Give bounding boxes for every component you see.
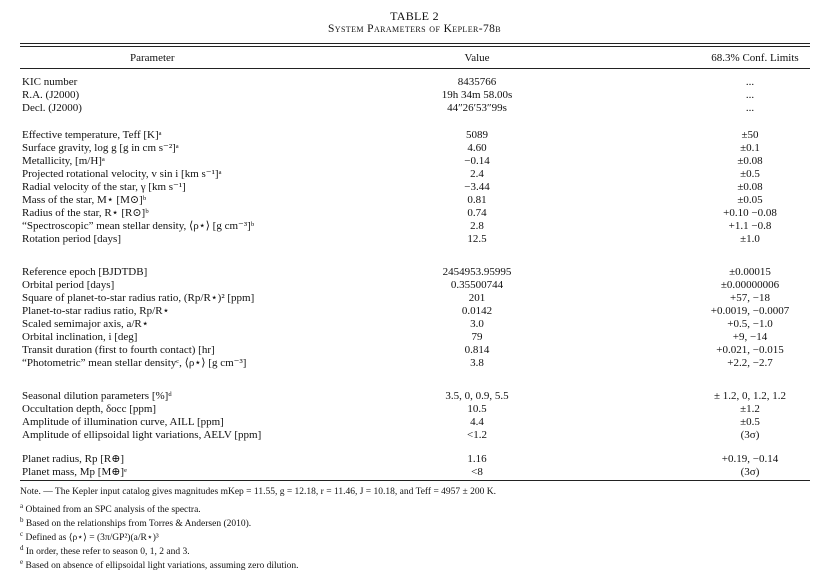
footnote-a: $^a$ Obtained from an SPC analysis of the spectra. [20,502,201,516]
table-row [0,168,829,181]
value-cell: 2.4 [470,168,484,180]
value-cell: 0.0142 [461,305,493,317]
param-cell: Projected rotational velocity, v sin i [km s⁻¹]ᵃ [22,168,222,180]
table-row [0,305,829,318]
value-cell: 10.5 [467,403,487,415]
conf-cell: ±0.05 [737,194,763,206]
param-cell: Transit duration (first to fourth contact) [hr] [22,344,215,356]
value-cell: <1.2 [467,429,487,441]
value-cell: 2454953.95995 [442,266,512,278]
value-cell: 3.8 [470,357,484,369]
table-row [0,102,829,115]
param-cell: Radial velocity of the star, γ [km s⁻¹] [22,181,186,193]
conf-cell: (3σ) [740,429,760,441]
conf-cell: +57, −18 [730,292,770,304]
param-cell: Reference epoch [BJDTDB] [22,266,148,278]
value-cell: 79 [471,331,483,343]
conf-cell: ±50 [741,129,759,141]
param-cell: Radius of the star, R⋆ [R⊙]ᵇ [22,207,149,219]
conf-cell: +9, −14 [732,331,768,343]
param-cell: Occultation depth, δocc [ppm] [22,403,157,415]
param-cell: Orbital period [days] [22,279,115,291]
param-cell: Planet mass, Mp [M⊕]ᵉ [22,466,127,478]
table-row [0,181,829,194]
param-cell: Scaled semimajor axis, a/R⋆ [22,318,149,330]
table-row [0,129,829,142]
param-cell: Metallicity, [m/H]ᵃ [22,155,105,167]
conf-cell: ±1.0 [740,233,760,245]
table-subtitle: System Parameters of Kepler-78b [327,23,502,35]
table-row [0,453,829,466]
conf-cell: ±0.08 [737,181,763,193]
header-parameter: Parameter [130,52,175,64]
param-cell: Amplitude of illumination curve, AILL [ppm] [22,416,224,428]
conf-cell: ±1.2 [740,403,760,415]
param-cell: “Photometric” mean stellar densityᶜ, ⟨ρ⋆⟩ [g cm⁻³] [22,357,247,369]
header-conf-limits: 68.3% Conf. Limits [711,52,799,64]
table-row [0,466,829,479]
value-cell: 0.35500744 [450,279,504,291]
param-cell: Mass of the star, M⋆ [M⊙]ᵇ [22,194,147,206]
table-row [0,76,829,89]
conf-cell: ±0.08 [737,155,763,167]
footnote-c: $^c$ Defined as ⟨ρ⋆⟩ = (3π/GP²)(a/R⋆)³ [20,530,159,544]
conf-cell: +1.1 −0.8 [728,220,772,232]
top-rule [20,43,810,44]
table-note: Note. — The Kepler input catalog gives magnitudes mKep = 11.55, g = 12.18, r = 11.46, J = 10.18, and Teff = 4957 ± 200 K. [20,487,497,497]
table-row [0,142,829,155]
value-cell: 12.5 [467,233,487,245]
value-cell: 44″26′53″99s [447,102,507,114]
value-cell: <8 [471,466,483,478]
conf-cell: +0.10 −0.08 [723,207,777,219]
table-row [0,292,829,305]
value-cell: 4.60 [467,142,487,154]
table-row [0,390,829,403]
header-value: Value [464,52,490,64]
table-row [0,155,829,168]
param-cell: Planet radius, Rp [R⊕] [22,453,125,465]
table-row [0,279,829,292]
table-title: TABLE 2 [390,9,439,23]
table-row [0,233,829,246]
header-rule [20,68,810,69]
conf-cell: ±0.00000006 [720,279,780,291]
param-cell: Surface gravity, log g [g in cm s⁻²]ᵃ [22,142,179,154]
value-cell: 8435766 [457,76,497,88]
table-row [0,194,829,207]
conf-cell: ... [745,89,755,101]
conf-cell: +0.5, −1.0 [727,318,773,330]
param-cell: KIC number [22,76,78,88]
value-cell: 2.8 [470,220,484,232]
value-cell: 19h 34m 58.00s [441,89,513,101]
param-cell: Planet-to-star radius ratio, Rp/R⋆ [22,305,170,317]
conf-cell: (3σ) [740,466,760,478]
footnote-e: $^e$ Based on absence of ellipsoidal light variations, assuming zero dilution. [20,558,299,572]
conf-cell: ... [745,76,755,88]
table-row [0,331,829,344]
value-cell: 1.16 [467,453,487,465]
conf-cell: ± 1.2, 0, 1.2, 1.2 [713,390,787,402]
table-row [0,429,829,442]
param-cell: Orbital inclination, i [deg] [22,331,138,343]
conf-cell: ... [745,102,755,114]
param-cell: Effective temperature, Teff [K]ᵃ [22,129,162,141]
value-cell: 201 [468,292,486,304]
table-row [0,220,829,233]
value-cell: 0.81 [467,194,487,206]
param-cell: R.A. (J2000) [22,89,80,101]
value-cell: 4.4 [470,416,484,428]
top-rule-second [20,46,810,47]
value-cell: 3.5, 0, 0.9, 5.5 [445,390,509,402]
table-row [0,416,829,429]
param-cell: Rotation period [days] [22,233,121,245]
param-cell: “Spectroscopic” mean stellar density, ⟨ρ⋆⟩ [g cm⁻³]ᵇ [22,220,255,232]
conf-cell: +0.0019, −0.0007 [710,305,790,317]
conf-cell: +0.19, −0.14 [721,453,779,465]
conf-cell: +2.2, −2.7 [727,357,773,369]
conf-cell: ±0.5 [740,416,760,428]
value-cell: 3.0 [470,318,484,330]
conf-cell: ±0.1 [740,142,760,154]
footnote-b: $^b$ Based on the relationships from Torres & Andersen (2010). [20,516,252,530]
param-cell: Seasonal dilution parameters [%]ᵈ [22,390,172,402]
table-row [0,344,829,357]
value-cell: 5089 [466,129,488,141]
table-row [0,89,829,102]
param-cell: Square of planet-to-star radius ratio, (Rp/R⋆)² [ppm] [22,292,255,304]
conf-cell: ±0.00015 [729,266,771,278]
bottom-rule [20,480,810,481]
table-row [0,207,829,220]
value-cell: −0.14 [464,155,490,167]
param-cell: Amplitude of ellipsoidal light variations, AELV [ppm] [22,429,262,441]
conf-cell: +0.021, −0.015 [716,344,784,356]
value-cell: −3.44 [464,181,490,193]
footnote-d: $^d$ In order, these refer to season 0, 1, 2 and 3. [20,544,190,558]
value-cell: 0.74 [467,207,487,219]
table-row [0,318,829,331]
table-row [0,357,829,370]
value-cell: 0.814 [464,344,490,356]
table-row [0,403,829,416]
table-row [0,266,829,279]
conf-cell: ±0.5 [740,168,760,180]
param-cell: Decl. (J2000) [22,102,82,114]
